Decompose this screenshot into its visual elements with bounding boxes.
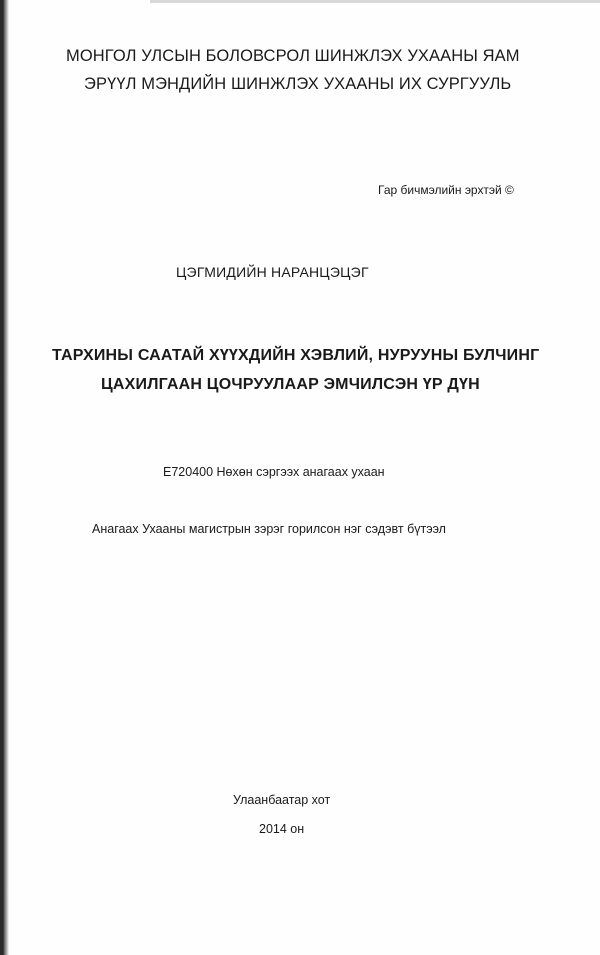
- scan-edge-left: [0, 0, 9, 955]
- city: Улаанбаатар хот: [233, 793, 331, 807]
- ministry-name: МОНГОЛ УЛСЫН БОЛОВСРОЛ ШИНЖЛЭХ УХААНЫ ЯАМ: [66, 47, 520, 65]
- thesis-title-line-1: ТАРХИНЫ СААТАЙ ХҮҮХДИЙН ХЭВЛИЙ, НУРУУНЫ БУЛЧИНГ: [52, 347, 540, 364]
- thesis-title-line-2: ЦАХИЛГААН ЦОЧРУУЛААР ЭМЧИЛСЭН ҮР ДҮН: [101, 376, 480, 393]
- degree-statement: Анагаах Ухааны магистрын зэрэг горилсон нэг сэдэвт бүтээл: [92, 522, 446, 536]
- scan-edge-top: [150, 0, 600, 3]
- year: 2014 он: [259, 822, 305, 836]
- author-name: ЦЭГМИДИЙН НАРАНЦЭЦЭГ: [176, 264, 369, 280]
- specialty-code: E720400 Нөхөн сэргээх анагаах ухаан: [163, 465, 385, 479]
- copyright-note: Гар бичмэлийн эрхтэй ©: [378, 183, 514, 197]
- university-name: ЭРҮҮЛ МЭНДИЙН ШИНЖЛЭХ УХААНЫ ИХ СУРГУУЛЬ: [84, 75, 512, 93]
